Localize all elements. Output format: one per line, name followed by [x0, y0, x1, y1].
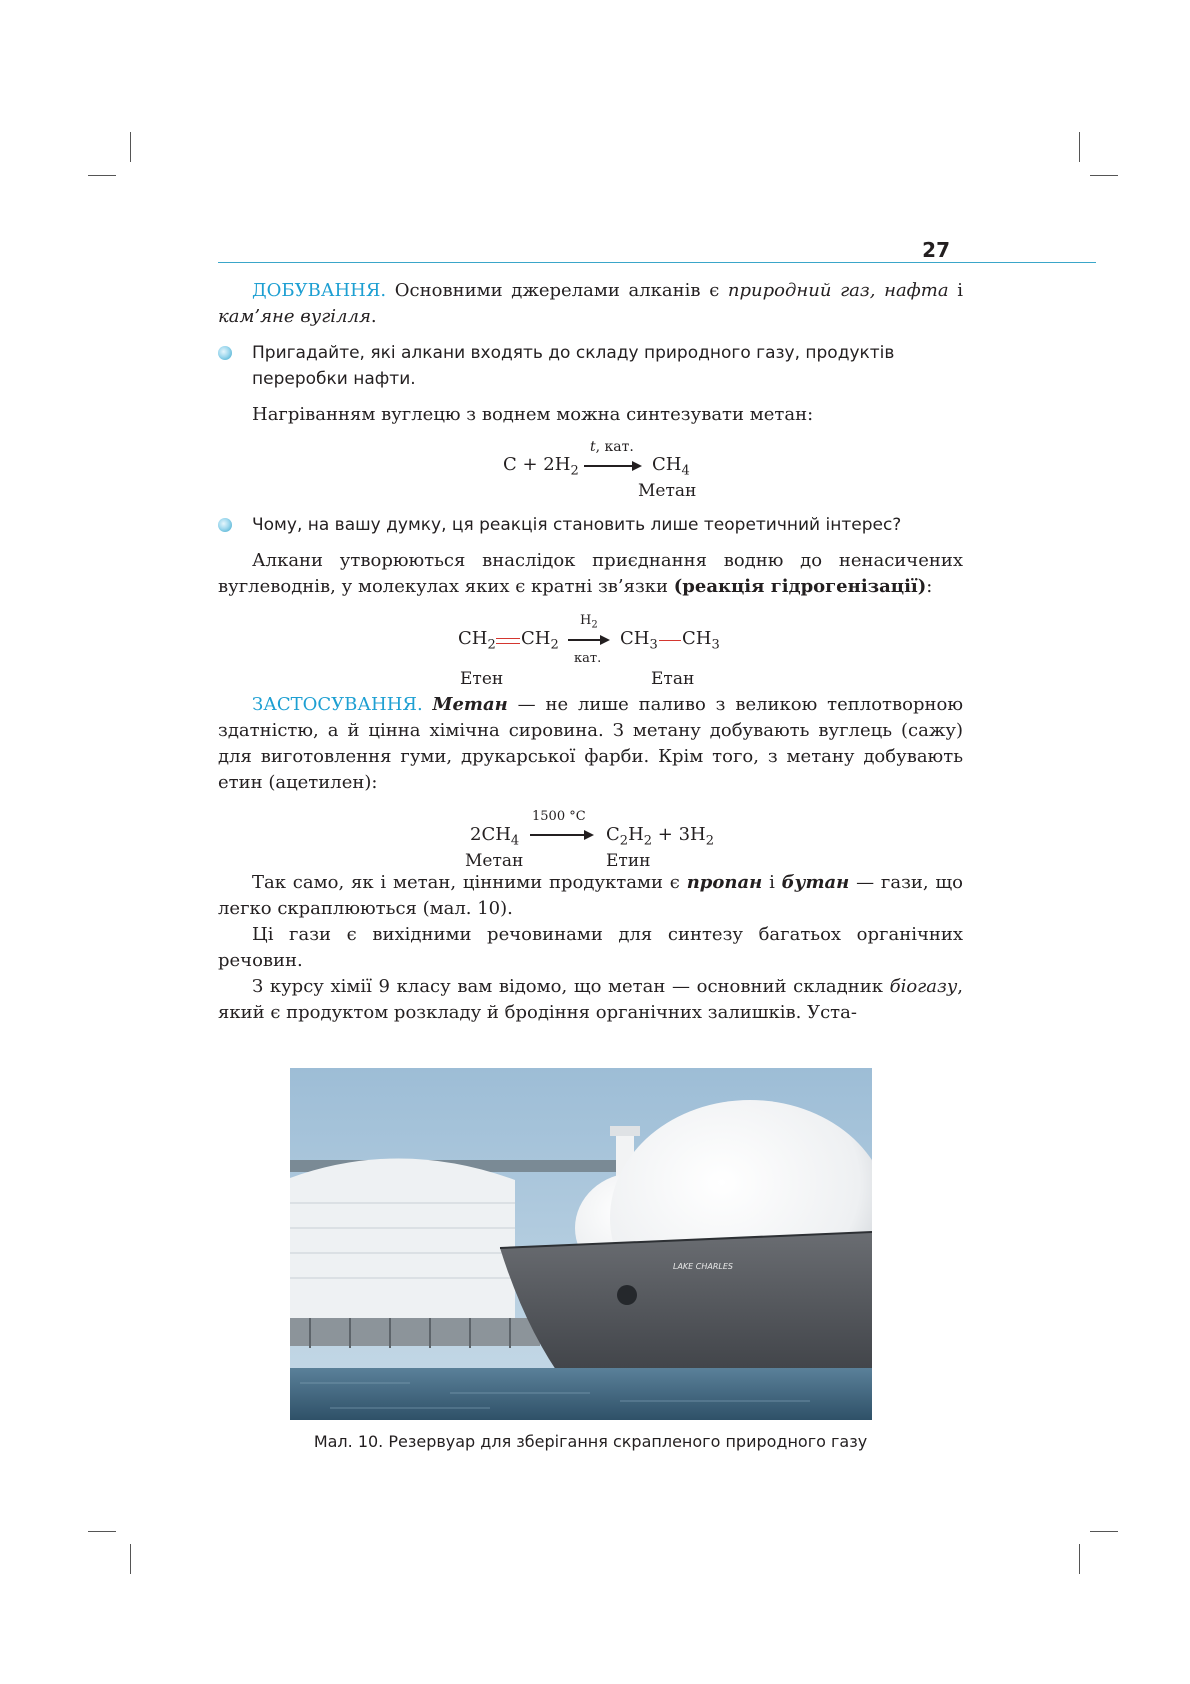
reaction-arrow [584, 465, 640, 467]
equation-ethane [218, 608, 963, 689]
eq-catalyst: кат. [574, 651, 602, 666]
eq-ethene-label: Етен [460, 669, 504, 689]
eq-reactant: $2CH_4$ [470, 824, 520, 849]
eq-ethene-right: $CH_2$ [521, 628, 559, 653]
crop-mark [88, 175, 116, 176]
equation-ethyne [218, 804, 963, 870]
eq-ethane-right: $CH_3$ [682, 628, 720, 653]
crop-mark [1079, 132, 1080, 162]
question-item: Чому, на вашу думку, ця реакція становить лише теоретичний інтерес? [218, 512, 963, 538]
lng-tank-photo [290, 1068, 872, 1420]
crop-mark [88, 1531, 116, 1532]
reaction-arrow [530, 834, 592, 836]
eq-condition: t, кат. [590, 439, 634, 455]
section-heading-application: ЗАСТОСУВАННЯ. [252, 694, 423, 715]
crop-mark [130, 132, 131, 162]
question-bullet-icon [218, 518, 232, 532]
eq-product-label: Метан [638, 481, 697, 501]
eq-reagent: $H_2$ [580, 613, 598, 631]
question-bullet-icon [218, 346, 232, 360]
paragraph-methane-synthesis: Нагріванням вуглецю з воднем можна синтезувати метан: [252, 404, 814, 425]
crop-mark [1090, 1531, 1118, 1532]
main-content [218, 278, 963, 1026]
paragraph-production: ДОБУВАННЯ. Основними джерелами алканів є природний газ, нафта і кам’яне вугілля. [218, 280, 963, 327]
double-bond [496, 638, 520, 644]
question-item: Пригадайте, які алкани входять до складу природного газу, продуктів переробки нафти. [218, 340, 963, 392]
eq-ethane-left: $CH_3$ [620, 628, 658, 653]
equation-methane [218, 434, 963, 502]
page-number: 27 [922, 238, 950, 262]
paragraph-propane: Так само, як і метан, цінними продуктами є пропан і бутан — гази, що легко скраплюються (мал. 10). [218, 872, 964, 919]
eq-ethane-label: Етан [651, 669, 695, 689]
figure-caption: Мал. 10. Резервуар для зберігання скрапленого природного газу [313, 1432, 868, 1451]
ship-name: LAKE CHARLES [673, 1262, 733, 1271]
crop-mark [1090, 175, 1118, 176]
eq-product: $CH_4$ [652, 454, 690, 479]
eq-products: $C_2H_2 + 3H_2$ [606, 824, 715, 849]
section-heading-production: ДОБУВАННЯ. [252, 280, 387, 301]
reaction-arrow [568, 639, 608, 641]
eq-ethyne-label: Етин [606, 851, 651, 871]
eq-reactants: $C + 2H_2$ [503, 454, 579, 479]
single-bond [659, 640, 681, 641]
eq-ethene-left: $CH_2$ [458, 628, 496, 653]
header-rule [218, 262, 1096, 263]
eq-temperature: 1500 °C [532, 809, 586, 824]
paragraph-biogas: З курсу хімії 9 класу вам відомо, що метан — основний складник біогазу, який є продуктом розкладу й бродіння органічних залишків. Уста- [218, 976, 963, 1023]
paragraph-gases: Ці гази є вихідними речовинами для синтезу багатьох органічних речовин. [218, 924, 963, 971]
crop-mark [130, 1544, 131, 1574]
crop-mark [1079, 1544, 1080, 1574]
paragraph-hydrogenation: Алкани утворюються внаслідок приєднання водню до ненасичених вуглеводнів, у молекулах яких є кратні зв’язки (реакція гідрогенізації): [218, 550, 963, 597]
paragraph-application: ЗАСТОСУВАННЯ. Метан — не лише паливо з великою теплотворною здатністю, а й цінна хімічна сировина. З метану добувають вуглець (сажу) для виготовлення гуми, друкарської фарби. Крім того, з метану добувають етин (ацетилен): [218, 694, 963, 793]
eq-methane-label: Метан [465, 851, 524, 871]
